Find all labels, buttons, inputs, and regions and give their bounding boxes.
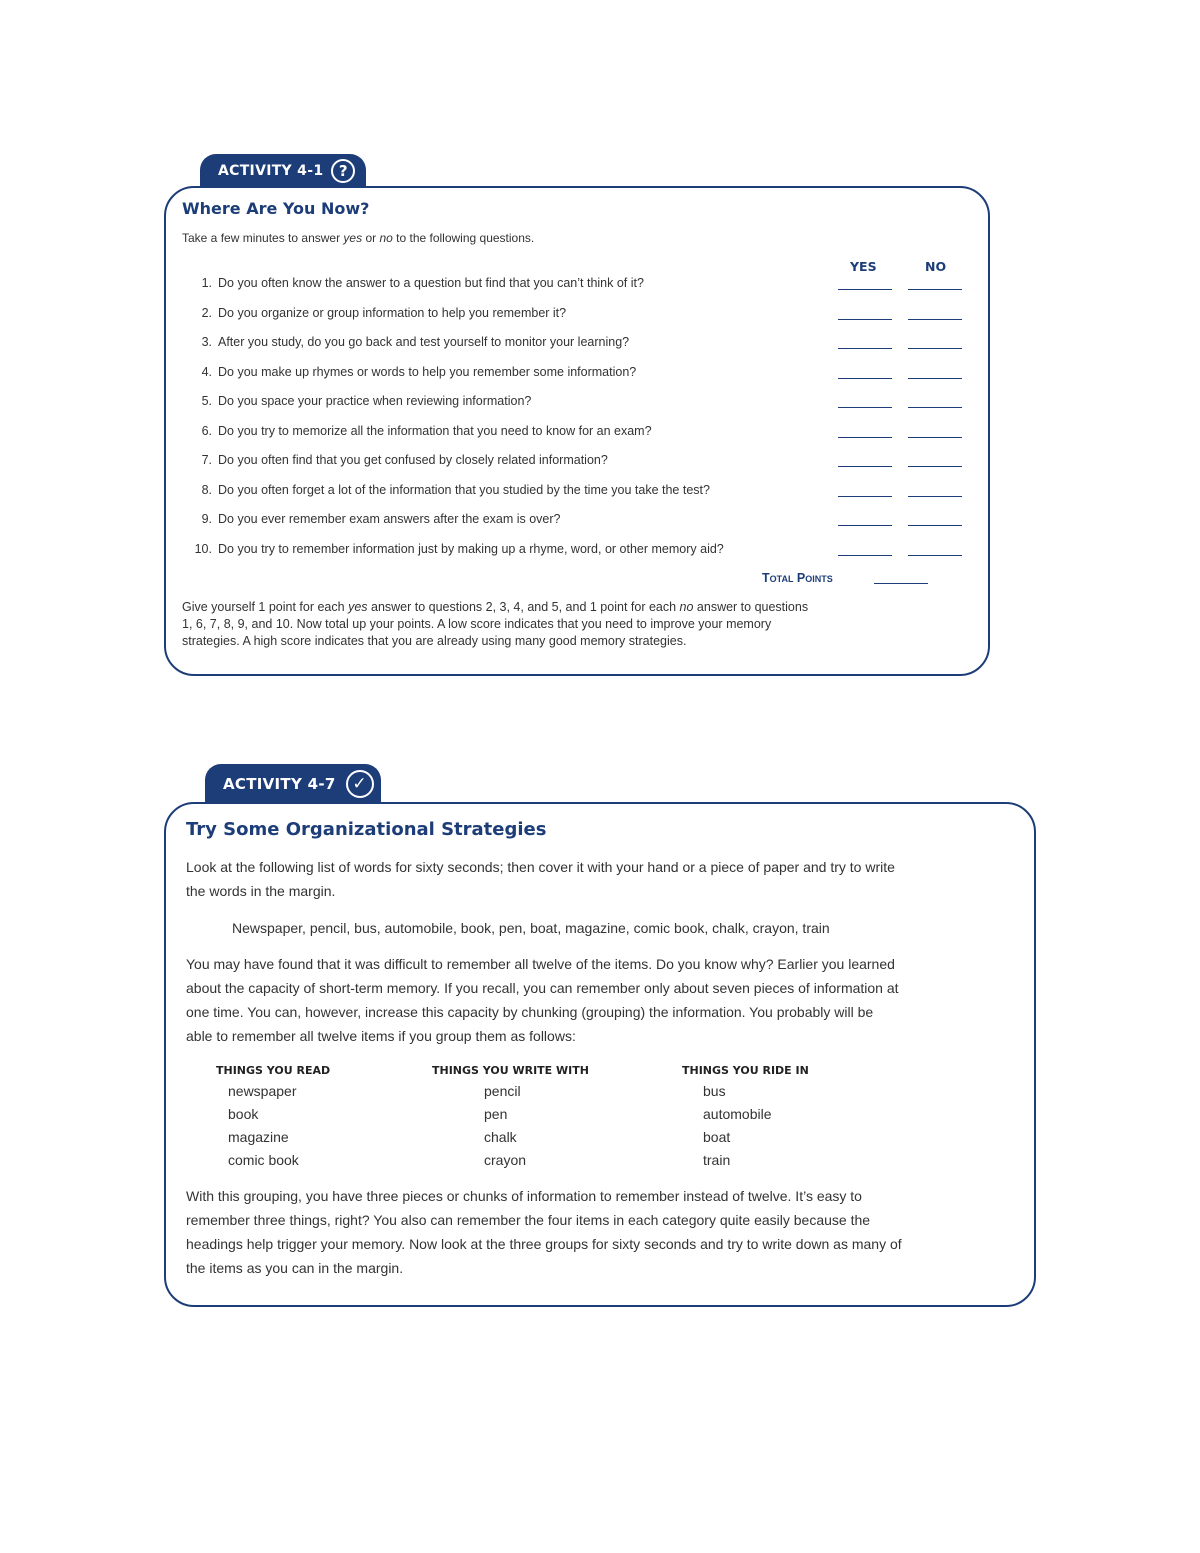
activity-4-7-title: Try Some Organizational Strategies — [186, 819, 547, 840]
no-answer-blank[interactable] — [908, 437, 962, 438]
question-text: After you study, do you go back and test yourself to monitor your learning? — [218, 335, 630, 349]
group-items-read: newspaper book magazine comic book — [228, 1083, 299, 1168]
question-number: 10. — [194, 542, 212, 556]
group-heading-ride: THINGS YOU RIDE IN — [682, 1064, 809, 1077]
no-answer-blank[interactable] — [908, 466, 962, 467]
question-number: 8. — [201, 483, 212, 497]
question-text: Do you space your practice when reviewing information? — [218, 394, 532, 408]
activity-4-7-para2: You may have found that it was difficult to remember all twelve of the items. Do you know why? Earlier you learned about the capacity of short-term memory. If you recall, you can remember only about seven pieces of information at one time. You can, however, increase this capacity by chunking (grouping) the information. You probably will be able to remember all twelve items if you group them as follows: — [186, 956, 899, 1044]
activity-4-7-para3: With this grouping, you have three pieces or chunks of information to remember instead of twelve. It’s easy to remember three things, right? You also can remember the four items in each category quite easily because the headings help trigger your memory. Now look at the three groups for sixty seconds and try to write down as many of the items as you can in the margin. — [186, 1188, 902, 1276]
question-row — [190, 453, 608, 467]
activity-4-1-tab — [200, 154, 366, 188]
question-text: Do you try to remember information just by making up a rhyme, word, or other memory aid? — [218, 542, 724, 556]
question-row — [190, 335, 629, 349]
question-row — [190, 542, 724, 556]
checkmark-icon: ✓ — [346, 770, 374, 798]
no-answer-blank[interactable] — [908, 348, 962, 349]
yes-answer-blank[interactable] — [838, 378, 892, 379]
question-number: 6. — [201, 424, 212, 438]
activity-4-1-intro: Take a few minutes to answer yes or no to the following questions. — [182, 231, 535, 245]
question-text: Do you try to memorize all the information that you need to know for an exam? — [218, 424, 652, 438]
yes-answer-blank[interactable] — [838, 525, 892, 526]
question-text: Do you often find that you get confused by closely related information? — [218, 453, 608, 467]
question-icon: ? — [331, 159, 355, 183]
group-items-write: pencil pen chalk crayon — [484, 1083, 527, 1168]
no-answer-blank[interactable] — [908, 319, 962, 320]
question-text: Do you organize or group information to help you remember it? — [218, 306, 567, 320]
yes-answer-blank[interactable] — [838, 348, 892, 349]
question-row — [190, 306, 566, 320]
question-row — [190, 483, 710, 497]
group-heading-read: THINGS YOU READ — [216, 1064, 331, 1077]
question-text: Do you often know the answer to a question but find that you can’t think of it? — [218, 276, 644, 290]
question-number: 3. — [201, 335, 212, 349]
total-points-label: Total Points — [762, 571, 833, 585]
yes-answer-blank[interactable] — [838, 407, 892, 408]
question-text: Do you ever remember exam answers after the exam is over? — [218, 512, 561, 526]
question-number: 9. — [201, 512, 212, 526]
question-text: Do you make up rhymes or words to help you remember some information? — [218, 365, 637, 379]
no-answer-blank[interactable] — [908, 289, 962, 290]
question-row — [190, 394, 531, 408]
activity-4-7-para1: Look at the following list of words for sixty seconds; then cover it with your hand or a piece of paper and try to write the words in the margin. — [186, 859, 895, 899]
activity-4-1-title: Where Are You Now? — [182, 199, 370, 218]
word-list: Newspaper, pencil, bus, automobile, book, pen, boat, magazine, comic book, chalk, crayon, train — [232, 920, 830, 936]
question-number: 7. — [201, 453, 212, 467]
yes-answer-blank[interactable] — [838, 437, 892, 438]
yes-answer-blank[interactable] — [838, 319, 892, 320]
no-answer-blank[interactable] — [908, 555, 962, 556]
question-row — [190, 512, 561, 526]
group-heading-write: THINGS YOU WRITE WITH — [432, 1064, 589, 1077]
yes-answer-blank[interactable] — [838, 496, 892, 497]
total-points-blank[interactable] — [874, 583, 928, 584]
no-answer-blank[interactable] — [908, 407, 962, 408]
question-row — [190, 365, 636, 379]
activity-4-7-label: ACTIVITY 4-7 — [223, 775, 336, 793]
question-number: 5. — [201, 394, 212, 408]
no-answer-blank[interactable] — [908, 525, 962, 526]
yes-answer-blank[interactable] — [838, 289, 892, 290]
no-answer-blank[interactable] — [908, 496, 962, 497]
question-row — [190, 424, 652, 438]
yes-answer-blank[interactable] — [838, 466, 892, 467]
question-text: Do you often forget a lot of the information that you studied by the time you take the test? — [218, 483, 710, 497]
no-column-header: NO — [925, 259, 947, 274]
yes-answer-blank[interactable] — [838, 555, 892, 556]
activity-4-7-tab — [205, 764, 381, 804]
question-number: 1. — [201, 276, 212, 290]
question-number: 4. — [201, 365, 212, 379]
question-number: 2. — [201, 306, 212, 320]
group-items-ride: bus automobile boat train — [703, 1083, 772, 1168]
no-answer-blank[interactable] — [908, 378, 962, 379]
scoring-instructions: Give yourself 1 point for each yes answer to questions 2, 3, 4, and 5, and 1 point for each no answer to questions 1, 6, 7, 8, 9, and 10. Now total up your points. A low score indicates that you need to improve your memory strategies. A high score indicates that you are already using many good memory strategies. — [182, 600, 809, 648]
question-row — [190, 276, 644, 290]
activity-4-1-label: ACTIVITY 4-1 — [218, 163, 324, 179]
yes-column-header: YES — [850, 259, 877, 274]
